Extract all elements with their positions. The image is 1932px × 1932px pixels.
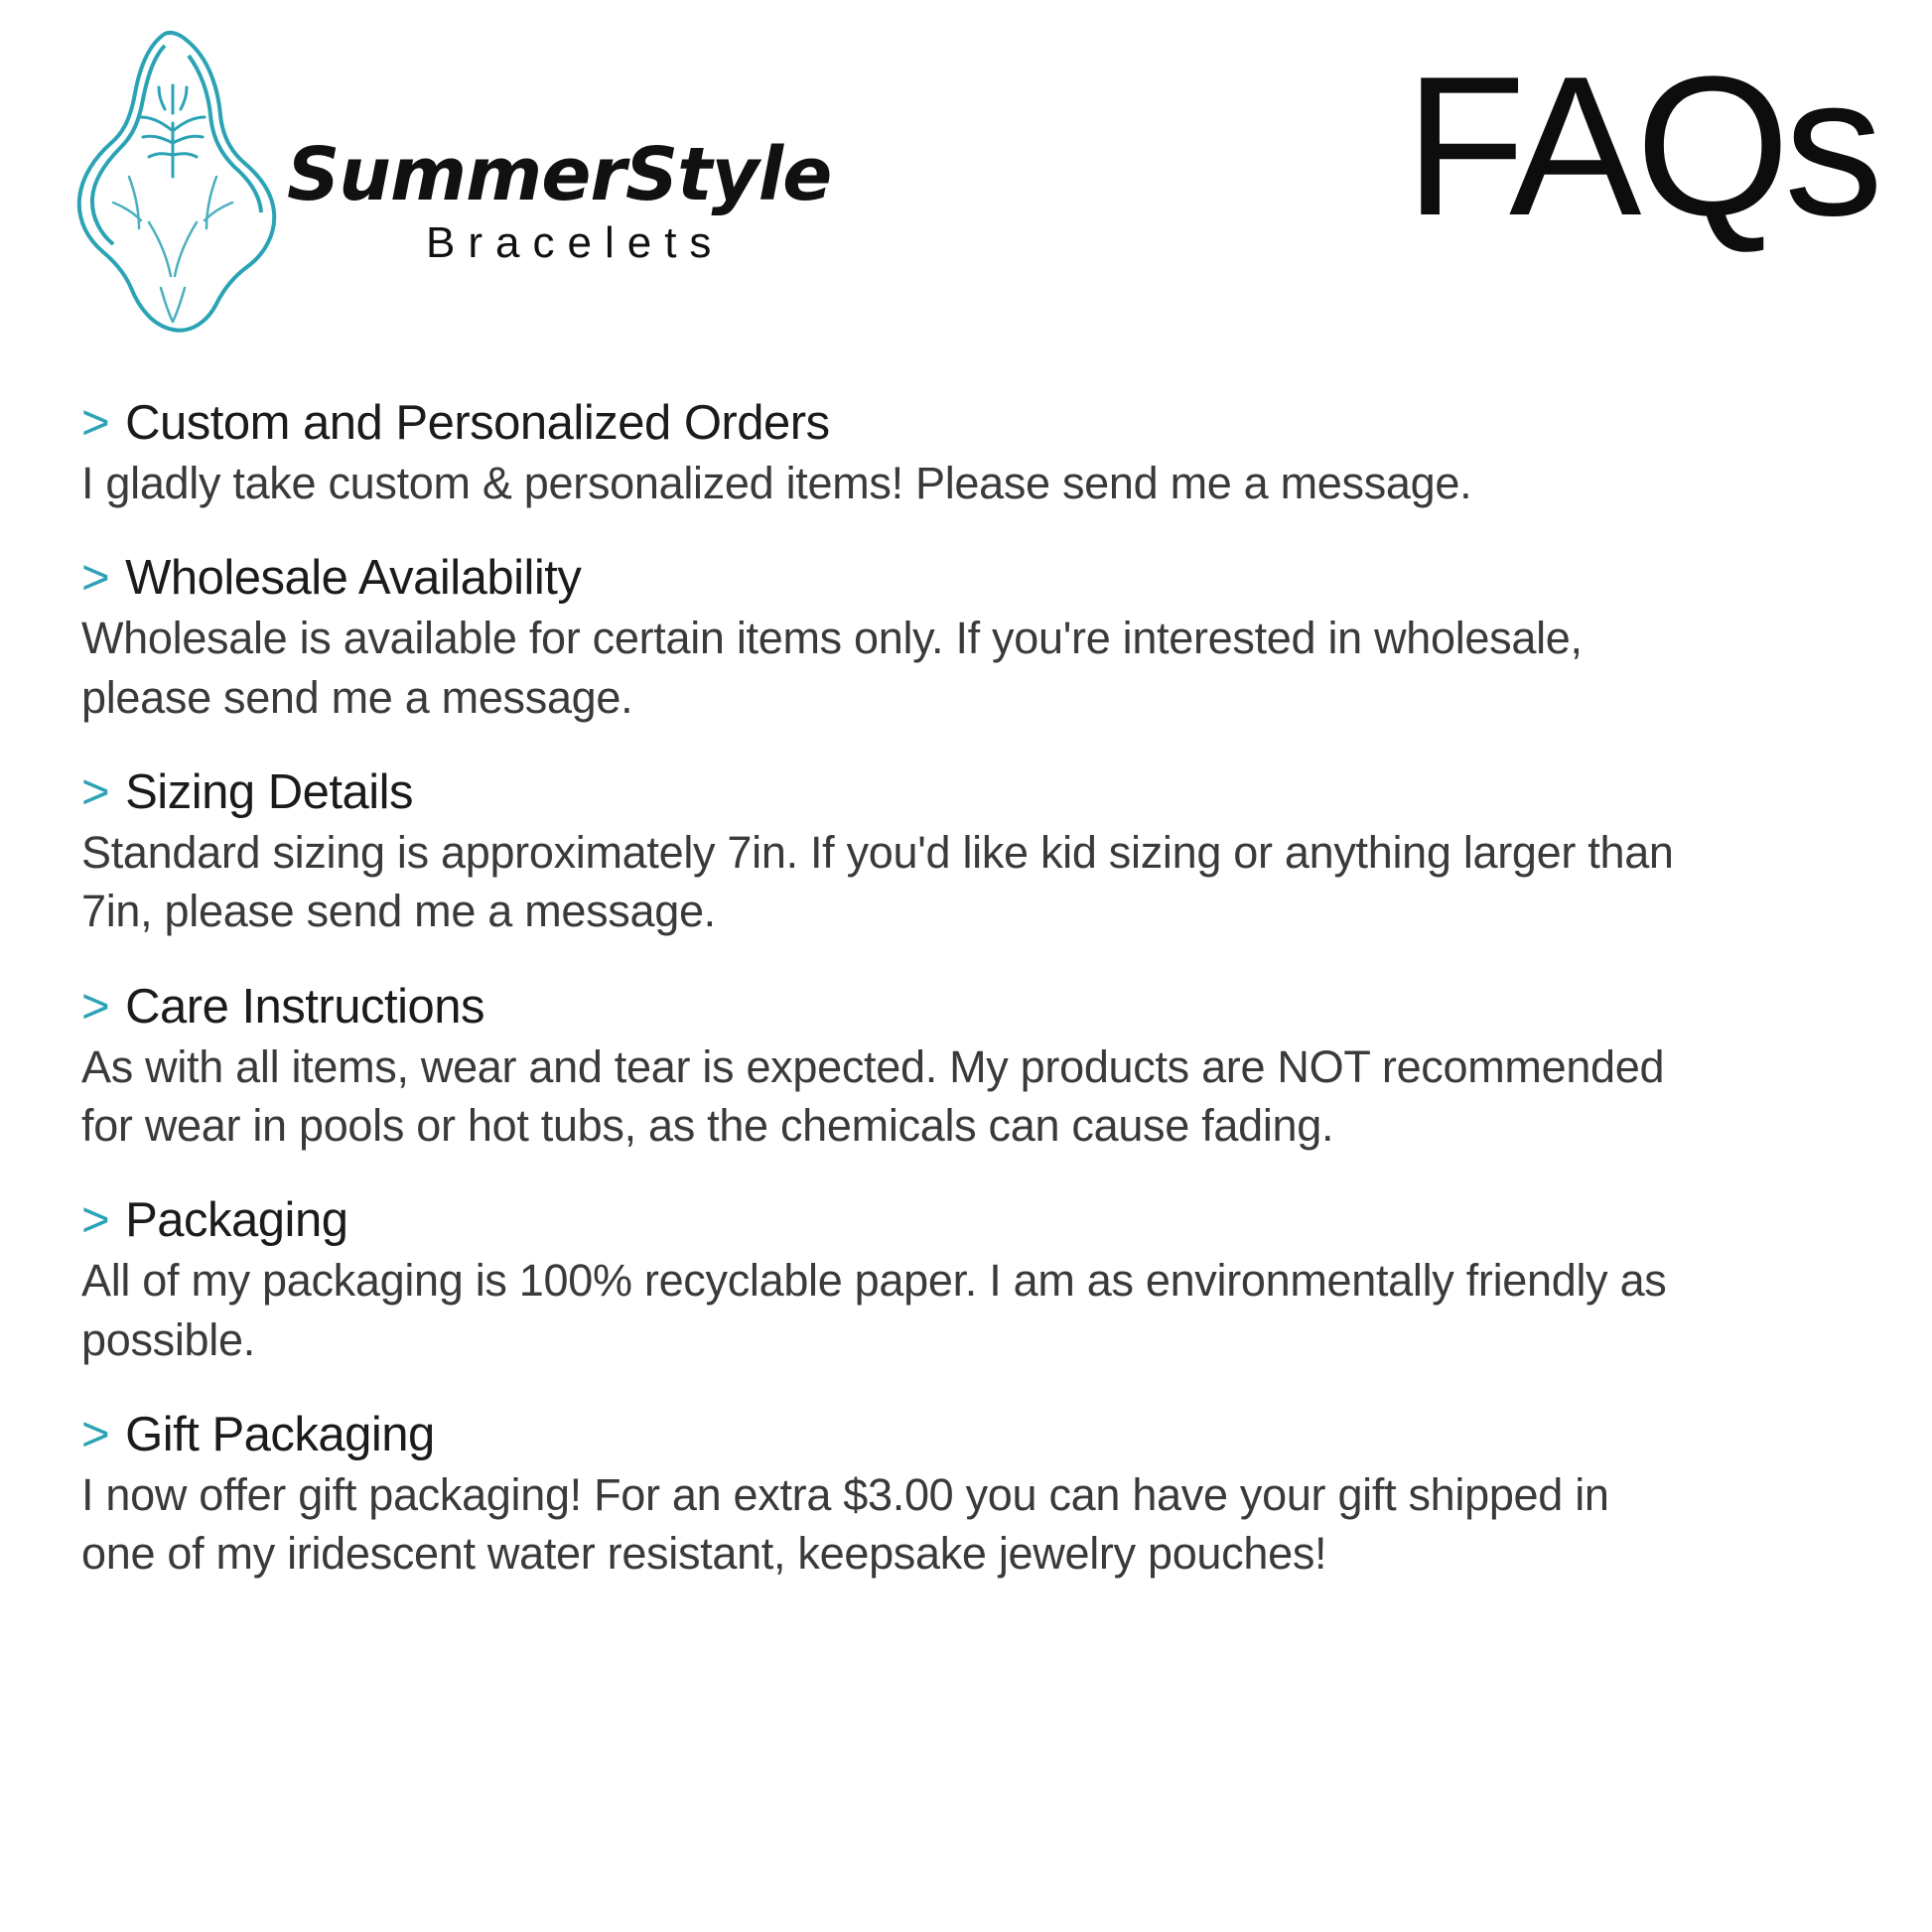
faq-item <box>81 981 1855 1156</box>
faq-question-label: Gift Packaging <box>125 1408 435 1462</box>
faq-answer: All of my packaging is 100% recyclable paper. I am as environmentally friendly as possible. <box>81 1255 1667 1365</box>
faq-question-label: Packaging <box>125 1193 348 1248</box>
starfish-icon <box>69 28 283 336</box>
brand-logo <box>69 28 831 336</box>
faq-item <box>81 552 1855 727</box>
chevron-right-icon: > <box>81 1408 110 1462</box>
faq-item <box>81 1409 1855 1584</box>
faq-question-label: Wholesale Availability <box>125 551 582 606</box>
faq-question <box>81 397 1855 450</box>
faq-question <box>81 1194 1855 1247</box>
faq-question-label: Care Instructions <box>125 979 484 1034</box>
brand-name-main: SummerStyle <box>287 132 832 217</box>
faq-question <box>81 552 1855 605</box>
brand-wordmark <box>287 132 832 268</box>
faq-item <box>81 766 1855 941</box>
faq-answer: As with all items, wear and tear is expected. My products are NOT recommended for wear in pools or hot tubs, as the chemicals can cause fading. <box>81 1040 1665 1151</box>
chevron-right-icon: > <box>81 1193 110 1248</box>
faq-question-label: Custom and Personalized Orders <box>125 396 830 450</box>
faq-answer: Standard sizing is approximately 7in. If you'd like kid sizing or anything larger than 7in, please send me a message. <box>81 826 1674 937</box>
faq-question <box>81 1409 1855 1461</box>
faq-question <box>81 981 1855 1034</box>
page-title: FAQs <box>1404 36 1877 257</box>
faq-answer: I gladly take custom & personalized items! Please send me a message. <box>81 457 1472 508</box>
faq-list <box>0 397 1932 1584</box>
faq-question-label: Sizing Details <box>125 764 413 819</box>
faq-answer: I now offer gift packaging! For an extra $3.00 you can have your gift shipped in one of my iridescent water resistant, keepsake jewelry pouches! <box>81 1468 1609 1580</box>
brand-name-sub: Bracelets <box>426 217 725 267</box>
faq-item <box>81 397 1855 512</box>
chevron-right-icon: > <box>81 979 110 1034</box>
chevron-right-icon: > <box>81 551 110 606</box>
chevron-right-icon: > <box>81 764 110 819</box>
faq-answer: Wholesale is available for certain items only. If you're interested in wholesale, please send me a message. <box>81 613 1583 723</box>
chevron-right-icon: > <box>81 396 110 450</box>
faq-question <box>81 766 1855 819</box>
faq-item <box>81 1194 1855 1369</box>
page-header <box>0 0 1932 397</box>
